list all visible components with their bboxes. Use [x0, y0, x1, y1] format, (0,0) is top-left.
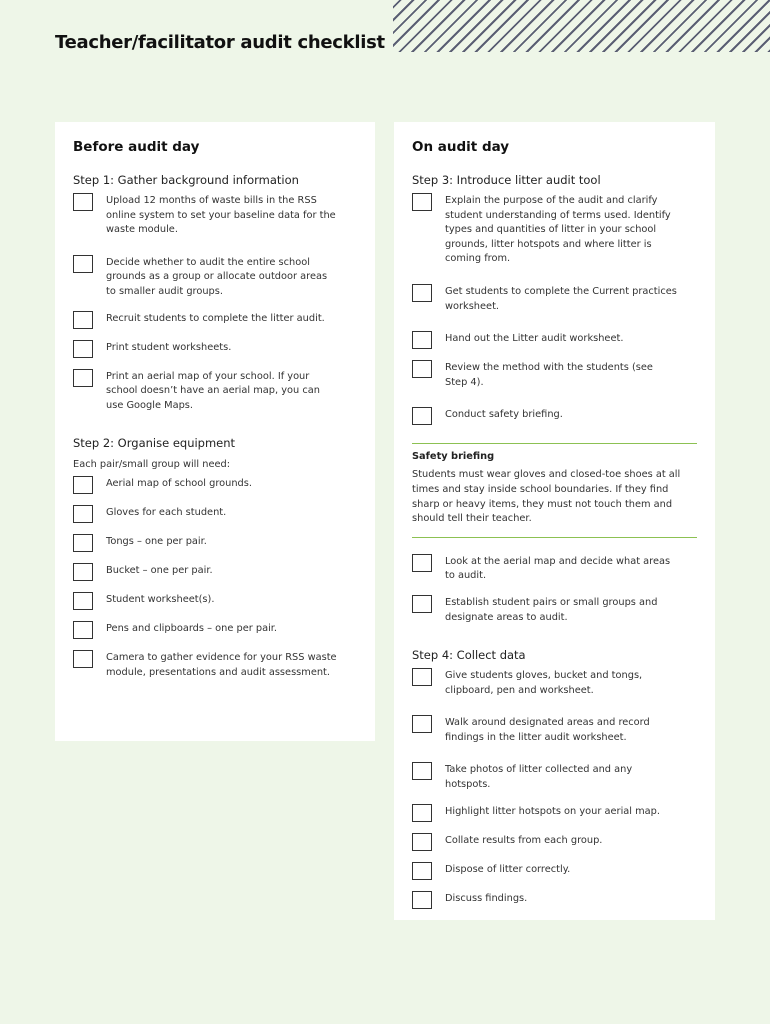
- step1-label: Step 1: Gather background information: [73, 173, 299, 187]
- checklist-item-text: Bucket – one per pair.: [106, 565, 213, 577]
- checkbox[interactable]: [73, 592, 93, 610]
- checkbox[interactable]: [73, 621, 93, 639]
- checklist-item-text: Look at the aerial map and decide what areas to audit.: [445, 555, 671, 582]
- checklist-item: [412, 804, 697, 822]
- on-audit-card: [394, 122, 715, 920]
- checkbox[interactable]: [73, 340, 93, 358]
- checkbox[interactable]: [73, 563, 93, 581]
- checklist-item-text: Give students gloves, bucket and tongs, clipboard, pen and worksheet.: [445, 670, 643, 696]
- checkbox[interactable]: [73, 193, 93, 211]
- checklist-item: [73, 534, 357, 552]
- checklist-item: [73, 476, 357, 494]
- checkbox[interactable]: [412, 668, 432, 686]
- checklist-item-text: Establish student pairs or small groups and designate areas to audit.: [445, 596, 658, 623]
- checklist-item: [73, 592, 357, 610]
- checklist-item-text: Dispose of litter correctly.: [445, 863, 571, 875]
- checklist-item-text: Aerial map of school grounds.: [106, 478, 252, 490]
- checkbox[interactable]: [412, 715, 432, 733]
- checkbox[interactable]: [412, 762, 432, 780]
- step3-checklist: [412, 193, 697, 425]
- checklist-item: [73, 193, 357, 238]
- checklist-item-text: Review the method with the students (see Step 4).: [445, 362, 653, 388]
- checklist-item-text: Discuss findings.: [445, 892, 528, 904]
- checklist-item: [412, 554, 697, 584]
- step3-label: Step 3: Introduce litter audit tool: [412, 173, 601, 187]
- checklist-item: [73, 650, 357, 680]
- checkbox[interactable]: [412, 331, 432, 349]
- step2-label: Step 2: Organise equipment: [73, 436, 236, 451]
- checklist-item: [412, 891, 697, 909]
- post-safety-checklist: [412, 554, 697, 625]
- checklist-item: [412, 762, 697, 792]
- before-audit-heading: Before audit day: [73, 139, 200, 155]
- checklist-item-text: Print student worksheets.: [106, 341, 232, 353]
- checklist-item-text: Camera to gather evidence for your RSS waste module, presentations and audit assessment.: [106, 652, 337, 678]
- checkbox[interactable]: [412, 862, 432, 880]
- checklist-item-text: Pens and clipboards – one per pair.: [106, 623, 278, 635]
- page-title: Teacher/facilitator audit checklist: [55, 32, 385, 53]
- checklist-item-text: Upload 12 months of waste bills in the RSS online system to set your baseline data for the waste module.: [106, 195, 336, 236]
- checklist-item-text: Collate results from each group.: [445, 834, 603, 846]
- checklist-item: [73, 621, 357, 639]
- safety-top-divider: [412, 443, 697, 444]
- checkbox[interactable]: [412, 804, 432, 822]
- checklist-item: [73, 563, 357, 581]
- checklist-item: [412, 862, 697, 880]
- checklist-item-text: Highlight litter hotspots on your aerial map.: [445, 805, 661, 817]
- checklist-item-text: Gloves for each student.: [106, 507, 227, 519]
- checklist-item: [73, 311, 357, 329]
- checkbox[interactable]: [412, 833, 432, 851]
- checklist-item: [73, 340, 357, 358]
- checklist-item: [412, 360, 697, 390]
- checkbox[interactable]: [73, 476, 93, 494]
- checkbox[interactable]: [73, 534, 93, 552]
- checkbox[interactable]: [73, 505, 93, 523]
- decorative-hatch-pattern: [393, 0, 770, 52]
- checklist-item: [412, 715, 697, 745]
- step1-checklist: [73, 193, 357, 413]
- checkbox[interactable]: [412, 554, 432, 572]
- checklist-item: [412, 284, 697, 314]
- checklist-item-text: Get students to complete the Current practices worksheet.: [445, 285, 677, 312]
- step4-label: Step 4: Collect data: [412, 648, 526, 663]
- safety-briefing-text: Students must wear gloves and closed-toe shoes at all times and stay inside school boundaries. If they find sharp or heavy items, they must not touch them and should tell their teacher.: [412, 469, 681, 525]
- checklist-item-text: Print an aerial map of your school. If your school doesn’t have an aerial map, you can use Google Maps.: [106, 370, 320, 411]
- safety-briefing-title: Safety briefing: [412, 451, 495, 463]
- checklist-item-text: Conduct safety briefing.: [445, 409, 563, 421]
- on-audit-heading: On audit day: [412, 139, 510, 155]
- step2-intro: Each pair/small group will need:: [73, 459, 231, 471]
- checklist-item-text: Explain the purpose of the audit and clarify student understanding of terms used. Identify types and quantities of litter in your school grounds, litter hotspots and where litter is coming from.: [445, 195, 671, 265]
- checkbox[interactable]: [412, 360, 432, 378]
- checklist-item: [73, 255, 357, 300]
- checkbox[interactable]: [73, 255, 93, 273]
- checklist-item: [73, 369, 357, 414]
- checklist-item: [73, 505, 357, 523]
- checkbox[interactable]: [412, 407, 432, 425]
- checkbox[interactable]: [73, 650, 93, 668]
- before-audit-card: [55, 122, 375, 741]
- checkbox[interactable]: [412, 595, 432, 613]
- checkbox[interactable]: [412, 193, 432, 211]
- checklist-item-text: Take photos of litter collected and any hotspots.: [445, 764, 633, 791]
- checklist-item: [412, 595, 697, 625]
- checklist-item-text: Hand out the Litter audit worksheet.: [445, 333, 624, 345]
- step4-checklist: [412, 668, 697, 909]
- checkbox[interactable]: [73, 311, 93, 329]
- checkbox[interactable]: [412, 284, 432, 302]
- safety-bottom-divider: [412, 537, 697, 538]
- checklist-item-text: Student worksheet(s).: [106, 594, 215, 606]
- checklist-item: [412, 668, 697, 698]
- step2-checklist: [73, 476, 357, 680]
- checklist-item: [412, 407, 697, 425]
- checkbox[interactable]: [73, 369, 93, 387]
- checklist-item-text: Decide whether to audit the entire school grounds as a group or allocate outdoor areas to smaller audit groups.: [106, 256, 328, 297]
- checkbox[interactable]: [412, 891, 432, 909]
- checklist-item-text: Recruit students to complete the litter audit.: [106, 312, 325, 324]
- checklist-item-text: Walk around designated areas and record findings in the litter audit worksheet.: [445, 717, 650, 743]
- checklist-item: [412, 193, 697, 267]
- checklist-item-text: Tongs – one per pair.: [106, 536, 207, 548]
- checklist-item: [412, 833, 697, 851]
- checklist-item: [412, 331, 697, 349]
